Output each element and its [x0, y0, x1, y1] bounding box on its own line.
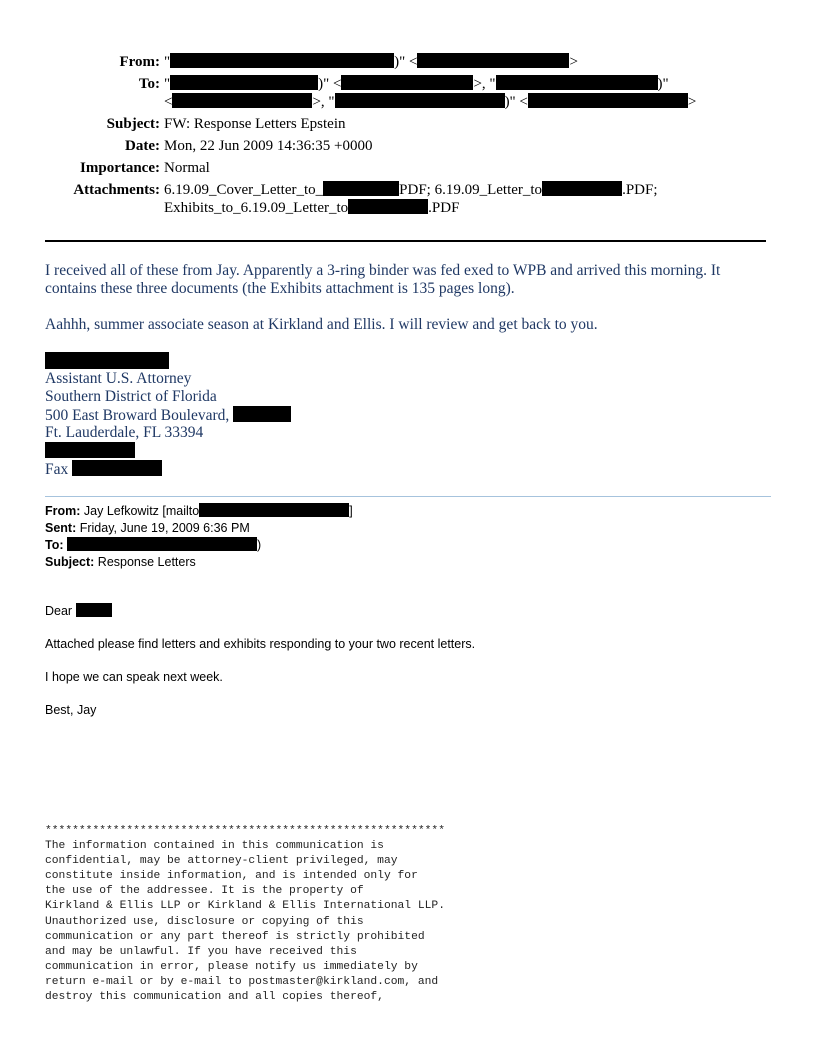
header-date-row — [0, 137, 816, 155]
fwd-sent-label: Sent: — [45, 521, 77, 535]
to-mid: )" < — [504, 94, 528, 110]
greeting: Dear — [45, 604, 73, 618]
redaction-box — [199, 503, 349, 517]
header-importance-row — [0, 159, 816, 177]
to-start: < — [164, 94, 173, 110]
signature-district: Southern District of Florida — [45, 388, 217, 405]
fwd-subject-label: Subject: — [45, 555, 95, 569]
importance-value: Normal — [164, 160, 210, 176]
fwd-from-label: From: — [45, 504, 81, 518]
forwarded-message — [45, 603, 475, 735]
signature-city: Ft. Lauderdale, FL 33394 — [45, 424, 204, 441]
redaction-box — [542, 181, 622, 196]
redaction-box — [348, 199, 428, 214]
importance-label: Importance: — [80, 160, 160, 176]
from-quote: " — [164, 54, 171, 70]
to-mid: >, " — [473, 76, 496, 92]
to-end: > — [687, 94, 697, 110]
to-quote: " — [164, 76, 171, 92]
subject-value: FW: Response Letters Epstein — [164, 116, 346, 132]
fwd-from-value: Jay Lefkowitz [mailto — [80, 504, 200, 518]
redaction-box — [323, 181, 399, 196]
header-to-row — [0, 75, 816, 111]
forward-divider — [45, 496, 771, 497]
fwd-to-label: To: — [45, 538, 64, 552]
redaction-box — [341, 75, 473, 90]
to-mid: )" < — [318, 76, 342, 92]
to-mid: >, " — [312, 94, 335, 110]
date-label: Date: — [125, 138, 160, 154]
body-paragraph: Aahhh, summer associate season at Kirkland and Ellis. I will review and get back to you. — [45, 316, 598, 333]
redaction-box — [417, 53, 569, 68]
attachments-label: Attachments: — [73, 182, 160, 198]
from-label: From: — [119, 54, 160, 70]
redaction-box — [233, 406, 291, 422]
redaction-box — [45, 352, 169, 369]
redaction-box — [172, 93, 312, 108]
attachment-name[interactable]: Exhibits_to_6.19.09_Letter_to — [164, 200, 349, 216]
legal-disclaimer: *********************************************************** The information contained in this communication is confidential, may be attorney-client privileged, may constitute inside information, and is intended only for the use of the addressee. It is the property of Kirkland & Ellis LLP or Kirkland & Ellis International LLP. Unauthorized use, disclosure or copying of this communication or any part thereof is strictly prohibited and may be unlawful. If you have received this communication in error, please notify us immediately by return e-mail or by e-mail to postmaster@kirkland.com, and destroy this communication and all copies thereof, — [45, 825, 445, 1004]
redaction-box — [170, 75, 318, 90]
forwarded-header — [45, 503, 353, 571]
header-attachments-row — [0, 181, 816, 217]
fwd-to-close: ) — [257, 538, 262, 552]
redaction-box — [76, 603, 112, 617]
date-value: Mon, 22 Jun 2009 14:36:35 +0000 — [164, 138, 373, 154]
fwd-from-close: ] — [349, 504, 353, 518]
signature-fax-label: Fax — [45, 461, 69, 478]
redaction-box — [67, 537, 257, 551]
redaction-box — [335, 93, 505, 108]
attachment-name[interactable]: .PDF; — [622, 182, 658, 198]
redaction-box — [170, 53, 394, 68]
body-paragraph: I received all of these from Jay. Apparently a 3-ring binder was fed exed to WPB and arrived this morning. It contains these three documents (the Exhibits attachment is 135 pages long). — [45, 262, 721, 297]
from-mid: )" < — [394, 54, 418, 70]
redaction-box — [528, 93, 688, 108]
signature-block — [45, 352, 291, 478]
fwd-subject-value: Response Letters — [94, 555, 196, 569]
attachment-name[interactable]: .PDF — [428, 200, 460, 216]
email-body — [45, 262, 770, 352]
message-line: I hope we can speak next week. — [45, 670, 223, 684]
header-divider — [45, 240, 766, 242]
attachment-name[interactable]: 6.19.09_Cover_Letter_to_ — [164, 182, 324, 198]
to-label: To: — [138, 76, 160, 92]
from-close: > — [569, 54, 578, 70]
header-subject-row — [0, 115, 816, 133]
signature-address: 500 East Broward Boulevard, — [45, 407, 230, 424]
signature-title: Assistant U.S. Attorney — [45, 370, 192, 387]
subject-label: Subject: — [106, 116, 160, 132]
fwd-sent-value: Friday, June 19, 2009 6:36 PM — [76, 521, 250, 535]
email-header — [0, 53, 816, 221]
to-end: )" — [657, 76, 669, 92]
redaction-box — [72, 460, 162, 476]
attachment-name[interactable]: PDF; 6.19.09_Letter_to — [399, 182, 543, 198]
signoff: Best, Jay — [45, 703, 97, 717]
header-from-row — [0, 53, 816, 71]
redaction-box — [45, 442, 135, 458]
message-line: Attached please find letters and exhibits responding to your two recent letters. — [45, 637, 476, 651]
redaction-box — [496, 75, 658, 90]
